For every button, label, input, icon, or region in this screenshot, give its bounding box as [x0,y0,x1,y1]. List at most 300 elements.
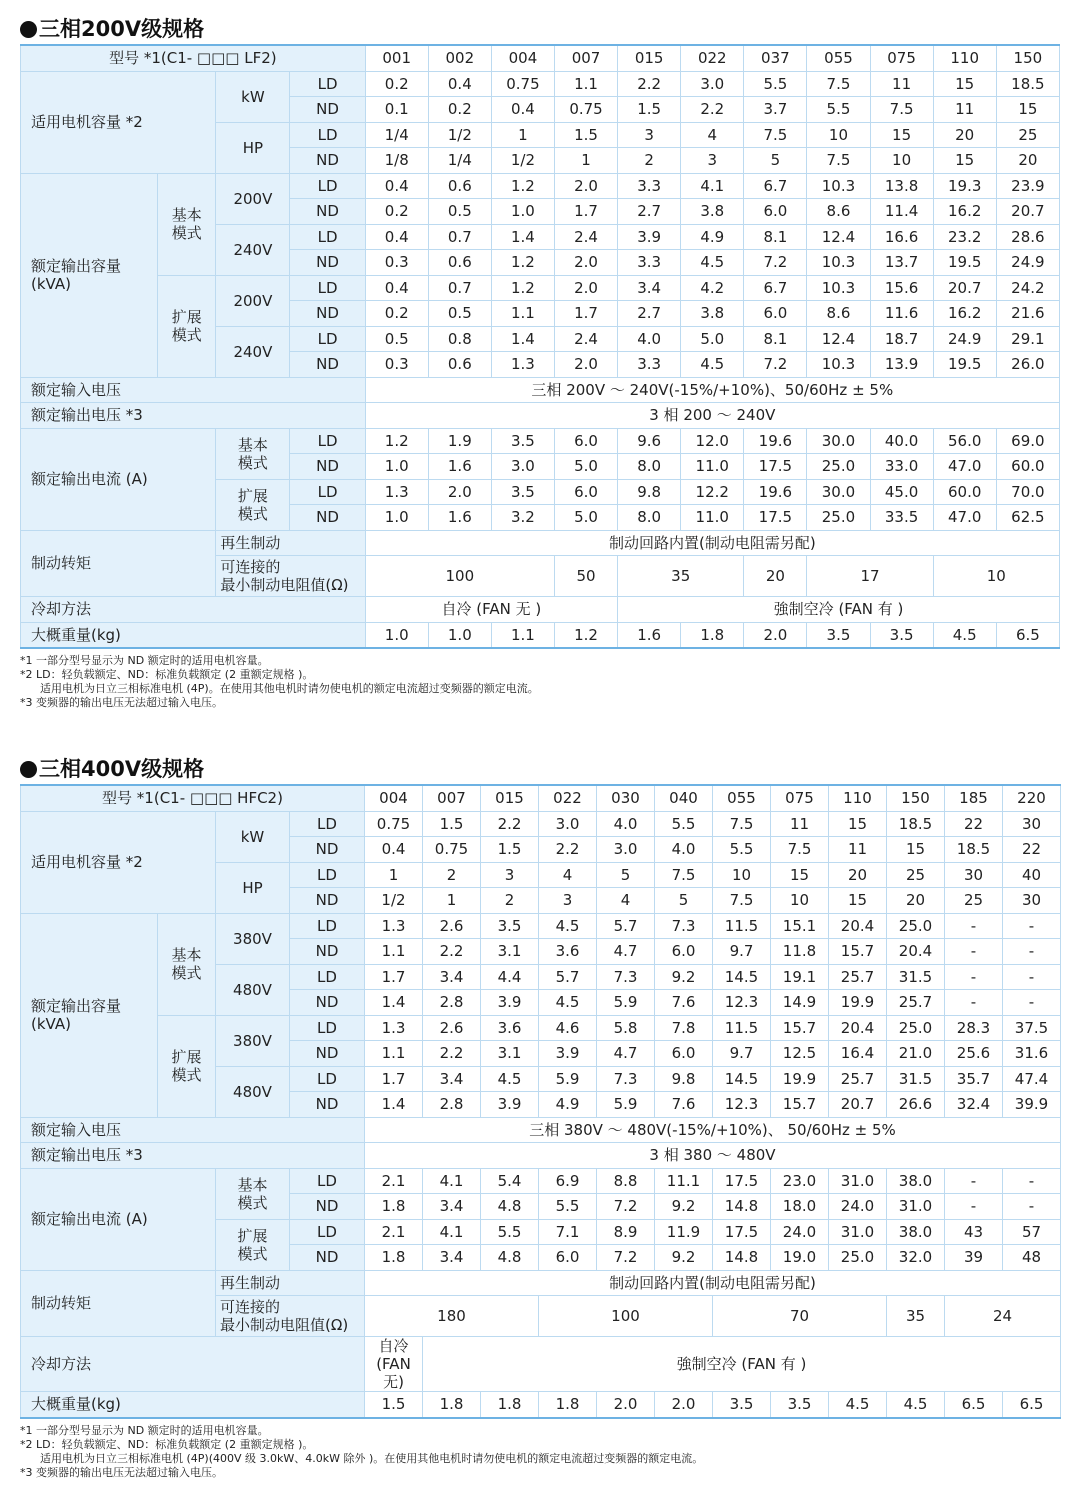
section-title: 三相400V级规格 [20,754,1060,784]
voltage-label: 480V [216,1066,290,1117]
nd-label: ND [290,250,365,276]
weight-cell: 2.0 [744,622,807,648]
current-cell: 1.8 [365,1194,423,1220]
table-row [21,403,1060,429]
weight-cell: 3.5 [807,622,870,648]
current-cell: 1.6 [428,454,491,480]
ld-label: LD [290,173,365,199]
kva-cell: 3.3 [618,173,681,199]
kva-cell: 5.9 [597,990,655,1016]
kva-cell: 18.7 [870,326,933,352]
kva-cell: 0.6 [428,352,491,378]
kva-cell: 11.4 [870,199,933,225]
basic-mode-label: 基本 模式 [158,913,216,1015]
kva-cell: 8.6 [807,301,870,327]
model-code: 030 [597,785,655,811]
kw-nd-cell: 0.4 [491,97,554,123]
input-voltage-label: 额定输入电压 [21,1117,365,1143]
current-cell: 32.0 [887,1245,945,1271]
kw-nd-cell: 0.75 [423,837,481,863]
kva-cell: 5.7 [539,964,597,990]
kw-ld-cell: 15 [933,71,996,97]
kw-ld-cell: 15 [829,811,887,837]
current-cell: 19.0 [771,1245,829,1271]
kw-ld-cell: 0.2 [365,71,428,97]
current-cell: 2.1 [365,1168,423,1194]
kva-cell: 0.4 [365,224,428,250]
kva-cell: 5.7 [597,913,655,939]
kva-cell: 23.9 [996,173,1059,199]
cooling-forced-value: 強制空冷 (FAN 有 ) [423,1337,1061,1392]
kva-cell: 4.6 [539,1015,597,1041]
kva-cell: 3.4 [423,1066,481,1092]
current-cell: 70.0 [996,479,1059,505]
bullet-icon [20,761,37,778]
current-cell: 8.9 [597,1219,655,1245]
weight-cell: 1.8 [539,1392,597,1418]
current-cell: 7.2 [597,1245,655,1271]
kva-cell: 9.7 [713,1041,771,1067]
kva-cell: 7.6 [655,990,713,1016]
nd-label: ND [290,454,365,480]
kw-label: kW [216,71,290,122]
braking-torque-label: 制动转矩 [21,1270,216,1337]
current-cell: 19.6 [744,479,807,505]
model-code: 002 [428,45,491,71]
weight-label: 大概重量(kg) [21,1392,365,1418]
current-cell: - [945,1194,1003,1220]
hp-ld-cell: 3 [618,122,681,148]
kva-cell: 2.0 [554,250,617,276]
hp-nd-cell: 1 [554,148,617,174]
kva-cell: 4.5 [481,1066,539,1092]
basic-mode-label: 基本 模式 [158,173,216,275]
kva-cell: 4.7 [597,939,655,965]
regen-braking-label: 再生制动 [216,1270,365,1296]
section-400v [20,754,1060,1480]
current-cell: 8.8 [597,1168,655,1194]
ext-mode-label: 扩展 模式 [158,275,216,377]
hp-nd-cell: 15 [933,148,996,174]
kva-cell: 1.1 [365,939,423,965]
hp-ld-cell: 40 [1003,862,1061,888]
kva-cell: 19.5 [933,250,996,276]
kva-cell: 7.8 [655,1015,713,1041]
kva-cell: 3.3 [618,352,681,378]
current-cell: 11.9 [655,1219,713,1245]
current-cell: 40.0 [870,428,933,454]
current-cell: 1.6 [428,505,491,531]
min-resistance-label: 可连接的 最小制动电阻值(Ω) [216,1296,365,1337]
kva-cell: 26.6 [887,1092,945,1118]
model-code: 075 [870,45,933,71]
model-code: 007 [423,785,481,811]
kva-cell: 4.5 [539,913,597,939]
kva-cell: 0.2 [365,199,428,225]
current-cell: 2.0 [428,479,491,505]
footnote: *3 变频器的输出电压无法超过输入电压。 [20,696,223,709]
kva-cell: 12.4 [807,224,870,250]
kva-cell: 11.5 [713,913,771,939]
kva-cell: 24.9 [996,250,1059,276]
kva-cell: 4.5 [681,352,744,378]
current-cell: 39 [945,1245,1003,1271]
model-code: 007 [554,45,617,71]
kw-nd-cell: 0.1 [365,97,428,123]
kva-cell: 15.7 [829,939,887,965]
current-cell: 60.0 [933,479,996,505]
voltage-label: 240V [216,224,290,275]
kva-cell: 24.9 [933,326,996,352]
kva-cell: 2.2 [423,1041,481,1067]
voltage-label: 200V [216,275,290,326]
nd-label: ND [290,990,365,1016]
hp-label: HP [216,862,290,913]
kva-cell: 0.3 [365,352,428,378]
current-cell: 3.2 [491,505,554,531]
current-cell: 4.8 [481,1245,539,1271]
table-row [21,913,1061,939]
kva-cell: 25.7 [829,964,887,990]
motor-capacity-label: 适用电机容量 *2 [21,811,216,913]
kva-cell: 16.4 [829,1041,887,1067]
ld-label: LD [290,1219,365,1245]
kva-cell: - [945,990,1003,1016]
kw-nd-cell: 15 [996,97,1059,123]
hp-ld-cell: 1 [491,122,554,148]
kva-cell: 0.7 [428,224,491,250]
weight-cell: 4.5 [829,1392,887,1418]
current-cell: 9.8 [618,479,681,505]
kva-cell: 13.8 [870,173,933,199]
kva-cell: 1.2 [491,275,554,301]
kw-nd-cell: 7.5 [771,837,829,863]
kva-cell: 1.0 [491,199,554,225]
nd-label: ND [290,1041,365,1067]
hp-nd-cell: 15 [829,888,887,914]
hp-ld-cell: 4 [681,122,744,148]
kva-cell: 6.7 [744,173,807,199]
kva-cell: 6.0 [744,199,807,225]
kva-cell: 47.4 [1003,1066,1061,1092]
kva-cell: 12.4 [807,326,870,352]
kva-cell: 5.8 [597,1015,655,1041]
current-cell: 2.1 [365,1219,423,1245]
kva-cell: 3.3 [618,250,681,276]
kva-cell: 15.7 [771,1092,829,1118]
table-row [21,275,1060,301]
kva-cell: 31.5 [887,964,945,990]
table-row [21,1168,1061,1194]
kva-cell: 7.2 [744,352,807,378]
model-code: 022 [681,45,744,71]
kw-ld-cell: 2.2 [618,71,681,97]
kw-ld-cell: 30 [1003,811,1061,837]
kva-cell: 4.5 [681,250,744,276]
model-code: 015 [618,45,681,71]
kva-cell: 1.3 [365,1015,423,1041]
output-voltage-value: 3 相 380 ～ 480V [365,1143,1061,1169]
table-row [21,71,1060,97]
hp-nd-cell: 3 [681,148,744,174]
kva-cell: 2.4 [554,224,617,250]
weight-cell: 4.5 [887,1392,945,1418]
ld-label: LD [290,326,365,352]
kva-cell: 20.7 [996,199,1059,225]
kw-ld-cell: 18.5 [887,811,945,837]
current-cell: 14.8 [713,1245,771,1271]
footnote: 适用电机为日立三相标准电机 (4P)(400V 级 3.0kW、4.0kW 除外 )。在使用其他电机时请勿使电机的额定电流超过变频器的额定电流。 [40,1451,704,1465]
kva-cell: 26.0 [996,352,1059,378]
model-code: 220 [1003,785,1061,811]
weight-cell: 6.5 [996,622,1059,648]
kva-cell: 0.3 [365,250,428,276]
kva-cell: 9.7 [713,939,771,965]
table-row [21,597,1060,623]
current-cell: 11.0 [681,505,744,531]
hp-nd-cell: 25 [945,888,1003,914]
kw-nd-cell: 4.0 [655,837,713,863]
hp-ld-cell: 10 [713,862,771,888]
kw-ld-cell: 4.0 [597,811,655,837]
hp-ld-cell: 3 [481,862,539,888]
min-resistance-cell: 17 [807,556,933,597]
hp-nd-cell: 5 [744,148,807,174]
input-voltage-label: 额定输入电压 [21,377,366,403]
kva-cell: 3.8 [681,301,744,327]
kva-cell: 9.8 [655,1066,713,1092]
current-cell: 43 [945,1219,1003,1245]
kva-label: 额定输出容量 (kVA) [21,173,158,377]
kva-cell: 6.0 [744,301,807,327]
kva-cell: 7.6 [655,1092,713,1118]
kw-ld-cell: 5.5 [655,811,713,837]
current-cell: 7.1 [539,1219,597,1245]
kw-nd-cell: 0.4 [365,837,423,863]
kva-cell: 2.2 [423,939,481,965]
min-resistance-cell: 10 [933,556,1059,597]
model-code: 004 [491,45,554,71]
model-code: 004 [365,785,423,811]
kw-nd-cell: 11 [829,837,887,863]
weight-cell: 1.8 [481,1392,539,1418]
kva-cell: 2.0 [554,275,617,301]
weight-label: 大概重量(kg) [21,622,366,648]
table-row [21,428,1060,454]
nd-label: ND [290,888,365,914]
kva-cell: 0.5 [428,301,491,327]
kva-cell: 14.5 [713,964,771,990]
table-row [21,811,1061,837]
kva-cell: 25.0 [887,1015,945,1041]
kva-cell: 20.4 [829,1015,887,1041]
kva-cell: 7.3 [597,964,655,990]
cooling-label: 冷却方法 [21,1337,365,1392]
weight-cell: 3.5 [713,1392,771,1418]
kva-cell: 15.6 [870,275,933,301]
kva-cell: 0.6 [428,173,491,199]
hp-nd-cell: 5 [655,888,713,914]
hp-nd-cell: 4 [597,888,655,914]
kva-cell: 19.1 [771,964,829,990]
current-cell: 48 [1003,1245,1061,1271]
section-200v [20,14,1060,710]
kva-cell: - [945,964,1003,990]
voltage-label: 380V [216,1015,290,1066]
kva-cell: 3.4 [423,964,481,990]
output-voltage-value: 3 相 200 ～ 240V [365,403,1059,429]
nd-label: ND [290,939,365,965]
kw-ld-cell: 11 [771,811,829,837]
kva-cell: 1.3 [365,913,423,939]
kva-cell: 4.0 [618,326,681,352]
kva-cell: 3.4 [618,275,681,301]
current-cell: 3.4 [423,1194,481,1220]
kw-nd-cell: 1.5 [618,97,681,123]
current-cell: - [1003,1168,1061,1194]
current-cell: 25.0 [807,505,870,531]
hp-nd-cell: 2 [481,888,539,914]
current-cell: 25.0 [829,1245,887,1271]
footnotes [20,1424,1060,1480]
kva-cell: 31.6 [1003,1041,1061,1067]
kva-cell: 14.5 [713,1066,771,1092]
kva-cell: 11.5 [713,1015,771,1041]
kw-nd-cell: 2.2 [539,837,597,863]
kva-cell: 2.6 [423,913,481,939]
voltage-label: 200V [216,173,290,224]
current-cell: 56.0 [933,428,996,454]
weight-cell: 1.0 [365,622,428,648]
kva-cell: 3.5 [481,913,539,939]
kw-label: kW [216,811,290,862]
ld-label: LD [290,862,365,888]
kw-ld-cell: 3.0 [681,71,744,97]
current-cell: 9.2 [655,1194,713,1220]
weight-cell: 3.5 [771,1392,829,1418]
kva-cell: 4.9 [681,224,744,250]
kva-cell: 1.1 [365,1041,423,1067]
cooling-self-value: 自冷 (FAN 无) [365,1337,423,1392]
kva-cell: 4.9 [539,1092,597,1118]
kva-cell: 12.3 [713,990,771,1016]
kw-ld-cell: 7.5 [807,71,870,97]
spec-table-200v [20,44,1060,649]
model-label: 型号 *1(C1- □□□ LF2) [21,45,366,71]
nd-label: ND [290,148,365,174]
regen-braking-value: 制动回路内置(制动电阻需另配) [365,530,1059,556]
hp-ld-cell: 25 [887,862,945,888]
kw-ld-cell: 5.5 [744,71,807,97]
kva-cell: 2.8 [423,990,481,1016]
current-cell: 31.0 [829,1219,887,1245]
kva-cell: - [1003,990,1061,1016]
table-row [21,530,1060,556]
current-cell: 3.5 [491,479,554,505]
section-title: 三相200V级规格 [20,14,1060,44]
output-current-label: 额定输出电流 (A) [21,1168,216,1270]
spec-table-400v [20,784,1061,1419]
min-resistance-label: 可连接的 最小制动电阻值(Ω) [216,556,365,597]
hp-nd-cell: 20 [887,888,945,914]
hp-ld-cell: 10 [807,122,870,148]
model-row [21,45,1060,71]
min-resistance-cell: 100 [539,1296,713,1337]
kva-cell: 12.3 [713,1092,771,1118]
table-row [21,1117,1061,1143]
voltage-label: 480V [216,964,290,1015]
current-cell: 24.0 [771,1219,829,1245]
current-cell: 25.0 [807,454,870,480]
kva-cell: 8.6 [807,199,870,225]
kva-cell: - [1003,939,1061,965]
kva-cell: 4.7 [597,1041,655,1067]
current-cell: - [945,1168,1003,1194]
kva-cell: 21.0 [887,1041,945,1067]
table-row [21,1143,1061,1169]
ld-label: LD [290,811,365,837]
kva-cell: 0.7 [428,275,491,301]
kva-cell: 25.0 [887,913,945,939]
kva-cell: 2.6 [423,1015,481,1041]
table-row [21,173,1060,199]
kva-cell: - [945,913,1003,939]
bullet-icon [20,21,37,38]
kva-cell: 5.9 [539,1066,597,1092]
kva-cell: 13.7 [870,250,933,276]
hp-nd-cell: 20 [996,148,1059,174]
nd-label: ND [290,352,365,378]
kva-cell: 0.4 [365,275,428,301]
kva-cell: 3.6 [539,939,597,965]
model-code: 040 [655,785,713,811]
table-row [21,1015,1061,1041]
current-cell: - [1003,1194,1061,1220]
kva-cell: 31.5 [887,1066,945,1092]
kva-cell: 25.7 [887,990,945,1016]
current-cell: 30.0 [807,428,870,454]
hp-nd-cell: 30 [1003,888,1061,914]
hp-ld-cell: 1 [365,862,423,888]
kva-cell: 2.7 [618,301,681,327]
hp-nd-cell: 1/4 [428,148,491,174]
kva-cell: 3.9 [539,1041,597,1067]
cooling-label: 冷却方法 [21,597,366,623]
kva-cell: 19.9 [771,1066,829,1092]
kva-cell: 0.5 [428,199,491,225]
current-cell: 17.5 [713,1168,771,1194]
kva-label: 额定输出容量 (kVA) [21,913,158,1117]
current-cell: 1.3 [365,479,428,505]
kva-cell: 37.5 [1003,1015,1061,1041]
hp-nd-cell: 1 [423,888,481,914]
current-cell: 30.0 [807,479,870,505]
min-resistance-cell: 50 [554,556,617,597]
kva-cell: 20.7 [933,275,996,301]
voltage-label: 240V [216,326,290,377]
hp-ld-cell: 15 [870,122,933,148]
min-resistance-cell: 70 [713,1296,887,1337]
kva-cell: 1.2 [491,173,554,199]
kw-nd-cell: 5.5 [807,97,870,123]
kva-cell: 19.9 [829,990,887,1016]
kva-cell: 6.0 [655,1041,713,1067]
current-cell: 3.4 [423,1245,481,1271]
footnote: *1 一部分型号显示为 ND 额定时的适用电机容量。 [20,654,269,667]
weight-cell: 1.8 [681,622,744,648]
kva-cell: 16.2 [933,199,996,225]
kva-cell: 0.8 [428,326,491,352]
